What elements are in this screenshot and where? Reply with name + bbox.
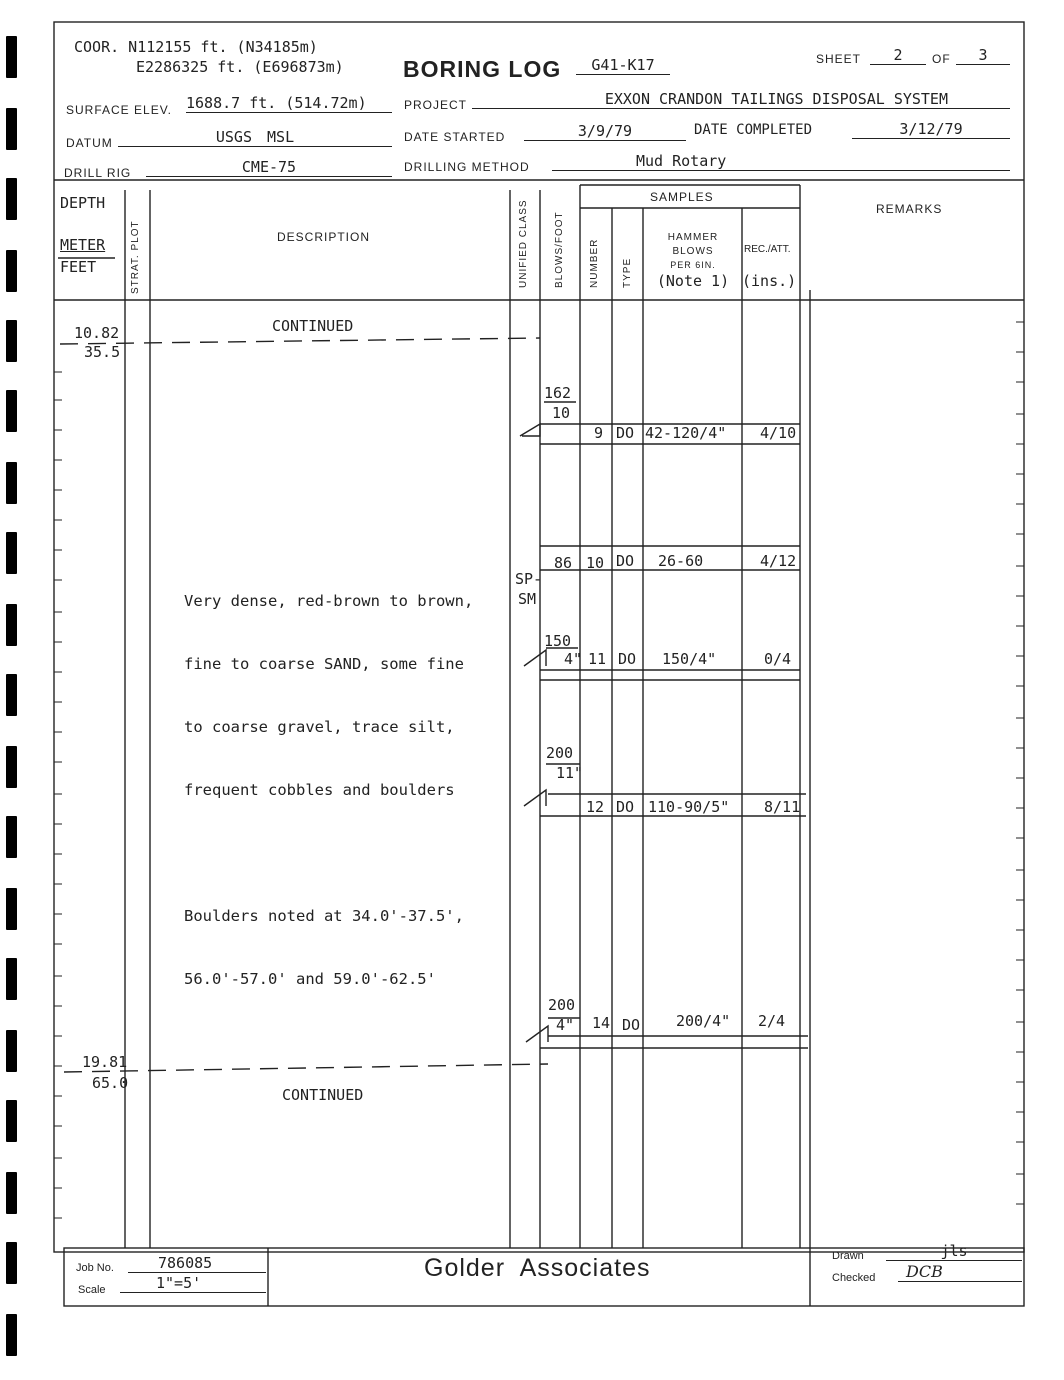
date-started-label: DATE STARTED [404, 130, 506, 144]
feet-header: FEET [60, 258, 97, 276]
sample-number: 14 [592, 1014, 611, 1032]
description-line [184, 843, 473, 864]
sample-type: DO [616, 798, 635, 816]
type-header: TYPE [622, 257, 633, 288]
hammer-header-1: HAMMER [667, 232, 719, 243]
recovery: 4/10 [760, 424, 797, 442]
sheet-total: 3 [956, 46, 1010, 65]
blows-bottom: 4" [556, 1016, 575, 1034]
continued-bottom: CONTINUED [282, 1086, 364, 1104]
surface-elevation: 1688.7 ft. (514.72m) [186, 94, 392, 113]
drill-rig: CME-75 [146, 158, 392, 177]
samples-header: SAMPLES [650, 190, 714, 204]
rec-unit: (ins.) [742, 272, 797, 290]
description-line: frequent cobbles and boulders [184, 781, 455, 799]
description-header: DESCRIPTION [277, 230, 371, 244]
hammer-blows: 150/4" [662, 650, 717, 668]
unified-class-header: UNIFIED CLASS [518, 199, 529, 288]
blows-bottom: 10 [552, 404, 571, 422]
unified-class-1: SP- [515, 570, 543, 588]
recovery: 8/11 [764, 798, 801, 816]
recovery: 4/12 [760, 552, 797, 570]
sample-type: DO [622, 1016, 641, 1034]
depth-meter-top: 10.82 [74, 324, 120, 342]
blows-bottom: 11" [556, 764, 584, 782]
rec-att-header: REC./ATT. [744, 244, 791, 255]
description-line: fine to coarse SAND, some fine [184, 655, 464, 673]
drawn-label: Drawn [832, 1250, 864, 1262]
datum-label: DATUM [66, 136, 113, 150]
sample-type: DO [616, 424, 635, 442]
drilling-method: Mud Rotary [552, 152, 1010, 171]
page-title: BORING LOG [403, 56, 562, 82]
description-line: Boulders noted at 34.0'-37.5', [184, 907, 464, 925]
sample-type: DO [618, 650, 637, 668]
sample-number: 10 [586, 554, 605, 572]
description-line: to coarse gravel, trace silt, [184, 718, 455, 736]
blows-top: 86 [554, 554, 573, 572]
hammer-note: (Note 1) [656, 272, 730, 290]
description-line: Very dense, red-brown to brown, [184, 592, 474, 610]
depth-header: DEPTH [60, 194, 106, 212]
surface-elev-label: SURFACE ELEV. [66, 103, 172, 117]
drawn-by: jls [886, 1242, 1022, 1261]
continued-top: CONTINUED [272, 317, 354, 335]
meter-header: METER [60, 236, 106, 254]
hammer-blows: 42-120/4" [645, 424, 727, 442]
boring-id: G41-K17 [576, 56, 670, 75]
job-number: 786085 [128, 1254, 266, 1273]
soil-description [184, 549, 473, 1011]
hammer-blows: 26-60 [658, 552, 704, 570]
date-started: 3/9/79 [524, 122, 686, 141]
hammer-blows: 110-90/5" [648, 798, 730, 816]
datum-value: USGS MSL [118, 128, 392, 147]
job-label: Job No. [76, 1262, 114, 1274]
drill-rig-label: DRILL RIG [64, 166, 132, 180]
hammer-header-3: PER 6IN. [670, 260, 716, 270]
sample-number: 9 [594, 424, 604, 442]
date-completed: 3/12/79 [852, 120, 1010, 139]
remarks-header: REMARKS [876, 202, 943, 216]
strat-plot-header: STRAT. PLOT [130, 220, 141, 294]
recovery: 2/4 [758, 1012, 786, 1030]
company-name: Golder Associates [424, 1254, 651, 1282]
blows-top: 150 [544, 632, 572, 650]
number-header: NUMBER [589, 238, 600, 288]
depth-feet-bottom: 65.0 [92, 1074, 129, 1092]
date-completed-label: DATE COMPLETED [694, 122, 813, 138]
sheet-label: SHEET [816, 52, 862, 66]
checked-label: Checked [832, 1272, 876, 1284]
sample-number: 12 [586, 798, 605, 816]
depth-meter-bottom: 19.81 [82, 1053, 128, 1071]
scale-value: 1"=5' [120, 1274, 266, 1293]
blows-foot-header: BLOWS/FOOT [554, 211, 565, 288]
description-line: 56.0'-57.0' and 59.0'-62.5' [184, 970, 436, 988]
project-name: EXXON CRANDON TAILINGS DISPOSAL SYSTEM [472, 90, 1010, 109]
sheet-number: 2 [870, 46, 926, 65]
hammer-header-2: BLOWS [672, 246, 714, 257]
blows-top: 200 [548, 996, 576, 1014]
sample-number: 11 [588, 650, 607, 668]
blows-bottom: 4" [564, 650, 583, 668]
scale-label: Scale [78, 1284, 106, 1296]
drilling-method-label: DRILLING METHOD [404, 160, 530, 174]
coordinate-east: E2286325 ft. (E696873m) [136, 58, 344, 76]
blows-top: 162 [544, 384, 572, 402]
coordinate-north: COOR. N112155 ft. (N34185m) [74, 38, 318, 56]
project-label: PROJECT [404, 98, 468, 112]
recovery: 0/4 [764, 650, 792, 668]
unified-class-2: SM [518, 590, 537, 608]
depth-feet-top: 35.5 [84, 343, 121, 361]
blows-top: 200 [546, 744, 574, 762]
checked-by-signature: DCB [898, 1262, 1022, 1282]
of-label: OF [932, 52, 951, 66]
hammer-blows: 200/4" [676, 1012, 731, 1030]
sample-type: DO [616, 552, 635, 570]
